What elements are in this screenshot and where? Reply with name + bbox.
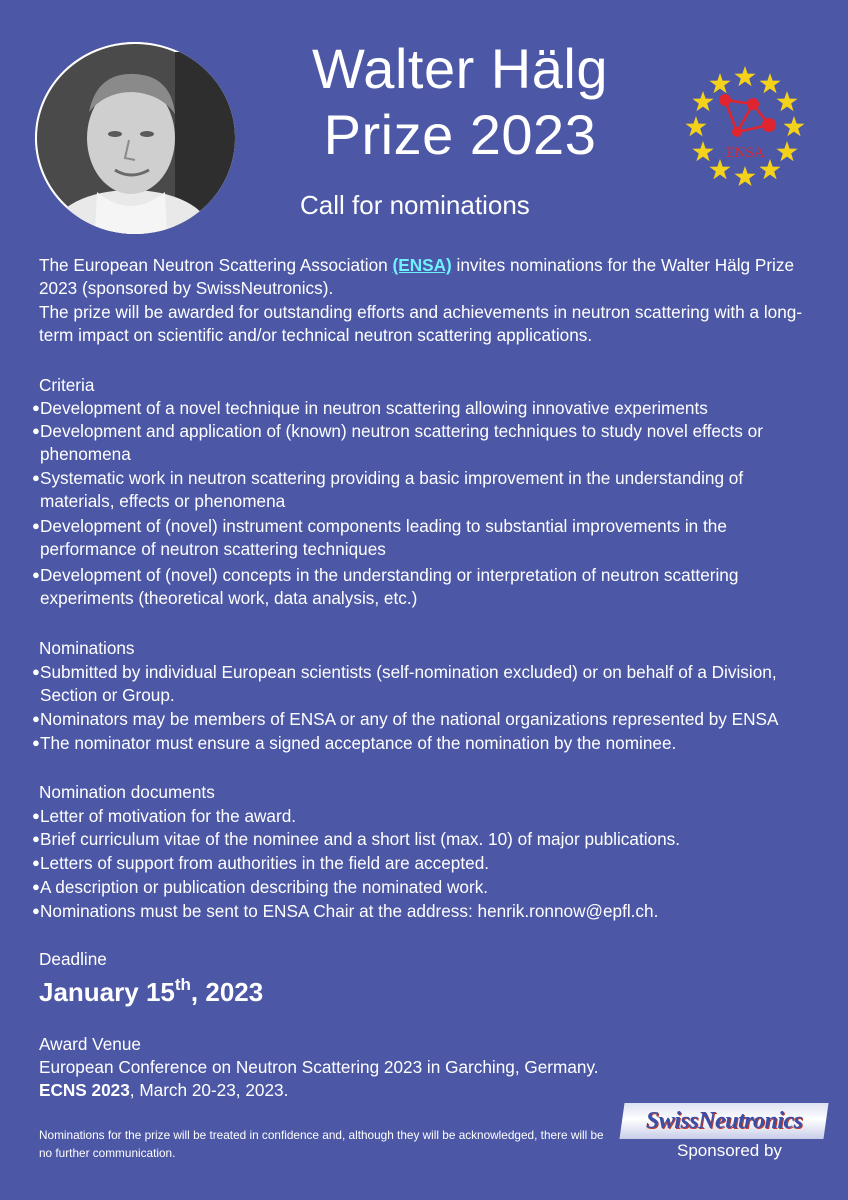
criteria-title: Criteria: [39, 375, 95, 395]
confidentiality-note: Nominations for the prize will be treated in confidence and, although they will be acknowledged, there will be no further communication.: [39, 1128, 604, 1160]
list-item: ● Letter of motivation for the award.: [32, 806, 297, 826]
list-item: ● Brief curriculum vitae of the nominee and a short list (max. 10) of major publications.: [32, 829, 681, 849]
venue-dates: ECNS 2023, March 20-23, 2023.: [39, 1080, 289, 1100]
portrait-photo: [35, 42, 235, 234]
intro-paragraph: [39, 254, 814, 299]
ecns-label: ECNS 2023: [39, 1080, 130, 1100]
title-block: [250, 36, 670, 168]
nominations-title: Nominations: [39, 638, 135, 658]
venue-label: Award Venue: [39, 1034, 141, 1054]
list-item: ● Letters of support from authorities in the field are accepted.: [32, 853, 490, 873]
list-item: ● Nominations must be sent to ENSA Chair at the address: henrik.ronnow@epfl.ch.: [32, 901, 659, 921]
list-item: ● Submitted by individual European scientists (self-nomination excluded) or on behalf of a Division, Section or Group.: [32, 662, 777, 705]
swissneutronics-logo: SwissNeutronics: [619, 1103, 828, 1139]
deadline-label: Deadline: [39, 949, 107, 969]
list-item: ● Development of (novel) instrument components leading to substantial improvements in the performance of neutron scattering techniques: [32, 516, 727, 559]
intro-text: The European Neutron Scattering Association: [39, 255, 393, 275]
deadline-date: January 15th, 2023: [39, 975, 264, 1007]
page-title-line-2: Prize 2023: [323, 103, 597, 166]
list-item: ● Nominators may be members of ENSA or any of the national organizations represented by ENSA: [32, 709, 779, 729]
list-item: ● Development of a novel technique in neutron scattering allowing innovative experiments: [32, 398, 708, 418]
logo-text: ENSA: [725, 145, 765, 161]
list-item: ● The nominator must ensure a signed acceptance of the nomination by the nominee.: [32, 733, 677, 753]
prize-description: The prize will be awarded for outstanding efforts and achievements in neutron scattering with a long-term impact on scientific and/or technical neutron scattering applications.: [39, 302, 803, 345]
page-title-line-1: Walter Hälg: [312, 37, 608, 100]
ensa-logo: [683, 62, 807, 186]
sponsor-label: Sponsored by: [677, 1141, 782, 1160]
list-item: ● Development and application of (known) neutron scattering techniques to study novel effects or phenomena: [32, 421, 763, 464]
documents-title: Nomination documents: [39, 782, 215, 802]
list-item: ● A description or publication describing the nominated work.: [32, 877, 489, 897]
venue-line: European Conference on Neutron Scattering 2023 in Garching, Germany.: [39, 1057, 599, 1077]
list-item: ● Systematic work in neutron scattering providing a basic improvement in the understanding of materials, effects or phenomena: [32, 468, 744, 511]
ensa-link[interactable]: (ENSA): [392, 255, 452, 275]
intro-text-cont: invites nominations for the Walter Hälg Prize 2023 (sponsored by SwissNeutronics).: [39, 255, 795, 298]
list-item: ● Development of (novel) concepts in the understanding or interpretation of neutron scattering experiments (theoretical work, data analysis, etc.): [32, 565, 739, 608]
page-subtitle: Call for nominations: [300, 190, 530, 220]
